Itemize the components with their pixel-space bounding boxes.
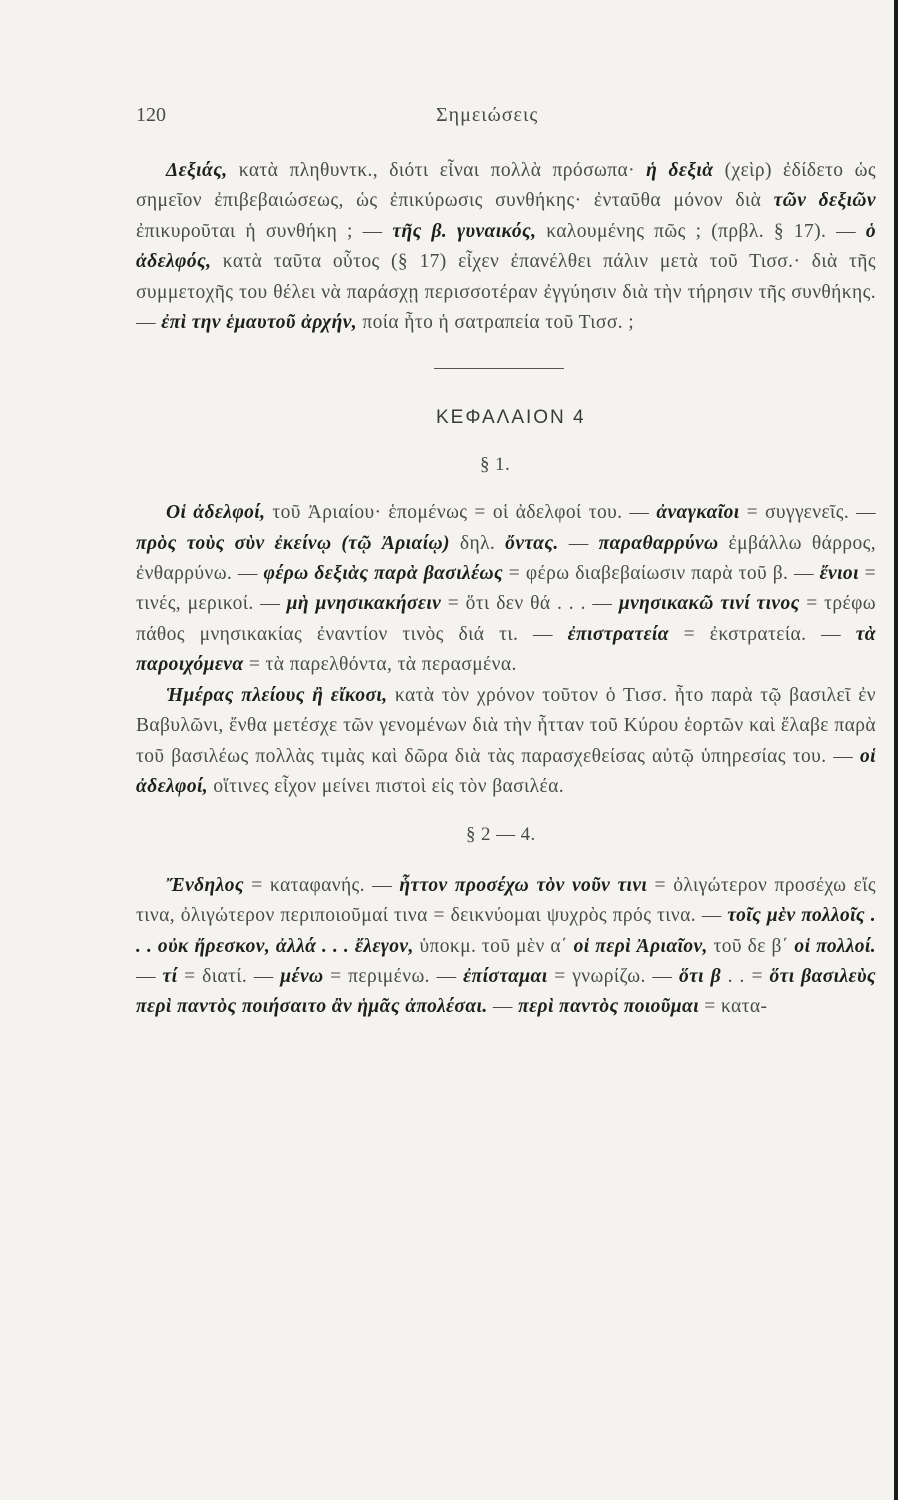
gloss: . . = bbox=[721, 965, 770, 987]
lemma: ἐπίσταμαι bbox=[463, 965, 548, 987]
lemma: πρὸς τοὺς σὺν ἐκείνῳ (τῷ Ἀριαίῳ) bbox=[136, 532, 450, 554]
gloss: = τρέφω πάθος μνησικακίας ἐναντίον τινὸς διά τι. — bbox=[136, 593, 876, 645]
lemma: ἀναγκαῖοι bbox=[656, 502, 740, 524]
lemma: οἱ ἀδελφοί, bbox=[136, 745, 876, 797]
gloss: = ὅτι δεν θά . . . — bbox=[441, 593, 619, 615]
lemma: τὰ παροιχόμενα bbox=[136, 623, 876, 676]
gloss: = κατα- bbox=[699, 996, 768, 1018]
gloss: κατὰ πληθυντκ., διότι εἶναι πολλὰ πρόσωπα· bbox=[227, 160, 647, 181]
section-heading: § 1. bbox=[480, 453, 511, 475]
lemma: τοῖς μὲν πολλοῖς . . . οὐκ ἤρεσκον, ἀλλά . . . ἔλεγον, bbox=[136, 905, 876, 957]
gloss: τοῦ δε β΄ bbox=[707, 935, 795, 957]
gloss: = διατί. — bbox=[177, 965, 281, 987]
gloss: = καταφανής. — bbox=[243, 874, 400, 896]
gloss: = ἐκστρατεία. — bbox=[668, 623, 856, 645]
page-number: 120 bbox=[136, 104, 166, 126]
section-heading: § 2 — 4. bbox=[466, 824, 536, 846]
gloss: = τινές, μερικοί. — bbox=[136, 563, 877, 615]
notes-body bbox=[136, 156, 876, 1023]
gloss: = συγγενεῖς. — bbox=[739, 502, 876, 524]
lemma: μὴ μνησικακήσειν bbox=[286, 593, 442, 615]
gloss: ποία ἦτο ἡ σατραπεία τοῦ Τισσ. ; bbox=[357, 312, 635, 334]
lemma: οἱ πολλοί. bbox=[794, 935, 876, 957]
lemma: ὅτι β bbox=[678, 965, 721, 987]
lemma: οἱ περὶ Ἀριαῖον, bbox=[573, 935, 708, 957]
lemma: ὅτι βασιλεὺς περὶ παντὸς ποιήσαιτο ἂν ἡμᾶς ἀπολέσαι. bbox=[136, 965, 876, 1018]
note-paragraph bbox=[136, 871, 876, 1023]
lemma: Οἱ ἀδελφοί, bbox=[166, 502, 266, 524]
lemma: ἐπὶ την ἑμαυτοῦ ἀρχήν, bbox=[161, 312, 358, 334]
gloss: ἐμβάλλω θάρρος, ἐνθαρρύνω. — bbox=[136, 532, 876, 585]
section-divider bbox=[434, 368, 564, 369]
gloss: (χεὶρ) ἐδίδετο ὡς σημεῖον ἐπιβεβαιώσεως, ὡς ἐπικύρωσις συνθήκης· ἐνταῦθα μόνον διὰ bbox=[136, 160, 876, 212]
gloss: τοῦ Ἀριαίου· ἑπομένως = οἱ ἀδελφοί του. — bbox=[265, 502, 657, 524]
lemma: τῆς β. γυναικός, bbox=[392, 220, 537, 242]
book-page bbox=[136, 96, 876, 1023]
lemma: παραθαρρύνω bbox=[598, 532, 719, 554]
gloss: καλουμένης πῶς ; (πρβλ. § 17). — bbox=[536, 220, 866, 242]
lemma: μνησικακῶ τινί τινος bbox=[618, 593, 800, 615]
lemma: ὁ ἀδελφός, bbox=[136, 220, 876, 273]
lemma: ἔνιοι bbox=[819, 563, 859, 585]
lemma: Δεξιάς, bbox=[166, 160, 228, 181]
gloss: κατὰ ταῦτα οὗτος (§ 17) εἶχεν ἐπανέλθει πάλιν μετὰ τοῦ Τισσ.· διὰ τῆς συμμετοχῆς του θέλει νὰ παράσχῃ περισσοτέραν ἐγγύησιν διὰ τὴν τήρησιν τῆς συνθήκης. — bbox=[136, 251, 876, 334]
gloss: = τὰ παρελθόντα, τὰ περασμένα. bbox=[243, 654, 517, 676]
running-head: Σημειώσεις bbox=[436, 104, 539, 126]
lemma: ἐπιστρατεία bbox=[567, 623, 669, 645]
gloss: ἐπικυροῦται ἡ συνθήκη ; — bbox=[136, 220, 393, 242]
gloss: — bbox=[487, 996, 519, 1018]
gloss: — bbox=[136, 965, 163, 987]
gloss: = ὀλιγώτερον προσέχω εἴς τινα, ὀλιγώτερον περιποιοῦμαί τινα = δεικνύομαι ψυχρὸς πρός τινα. — bbox=[136, 874, 877, 927]
lemma: ἡ δεξιὰ bbox=[646, 160, 714, 181]
chapter-title: ΚΕΦΑΛΑΙΟΝ 4 bbox=[436, 407, 586, 429]
intro-paragraph bbox=[136, 156, 876, 338]
gloss: κατὰ τὸν χρόνον τοῦτον ὁ Τισσ. ἦτο παρὰ τῷ βασιλεῖ ἐν Βαβυλῶνι, ἔνθα μετέσχε τῶν γενομένων διὰ τὴν ἧτταν τοῦ Κύρου ἑορτῶν καὶ ἔλαβε παρὰ τοῦ βασιλέως πολλὰς τιμὰς καὶ δῶρα διὰ τὰς παρασχεθείσας αὐτῷ ὑπηρεσίας του. — bbox=[136, 684, 876, 767]
page-edge-shadow bbox=[894, 0, 898, 1500]
lemma: περὶ παντὸς ποιοῦμαι bbox=[518, 996, 700, 1018]
lemma: Ἔνδηλος bbox=[166, 874, 244, 896]
gloss: οἵτινες εἶχον μείνει πιστοὶ εἰς τὸν βασιλέα. bbox=[208, 775, 565, 797]
note-paragraph bbox=[136, 498, 876, 680]
lemma: τῶν δεξιῶν bbox=[773, 190, 876, 212]
lemma: ἧττον προσέχω τὸν νοῦν τινι bbox=[399, 874, 648, 896]
lemma: μένω bbox=[280, 965, 324, 987]
gloss: — bbox=[558, 532, 599, 554]
note-paragraph bbox=[136, 681, 876, 803]
gloss: δηλ. bbox=[449, 532, 506, 554]
lemma: τί bbox=[162, 965, 178, 987]
gloss: = φέρω διαβεβαίωσιν παρὰ τοῦ β. — bbox=[503, 563, 820, 585]
page-header bbox=[136, 96, 876, 136]
lemma: ὄντας. bbox=[505, 532, 559, 554]
gloss: = περιμένω. — bbox=[323, 965, 464, 987]
gloss: = γνωρίζω. — bbox=[547, 965, 679, 987]
lemma: Ἡμέρας πλείους ἢ εἴκοσι, bbox=[166, 684, 388, 706]
lemma: φέρω δεξιὰς παρὰ βασιλέως bbox=[263, 563, 504, 585]
gloss: ὑποκμ. τοῦ μὲν α΄ bbox=[413, 935, 574, 957]
